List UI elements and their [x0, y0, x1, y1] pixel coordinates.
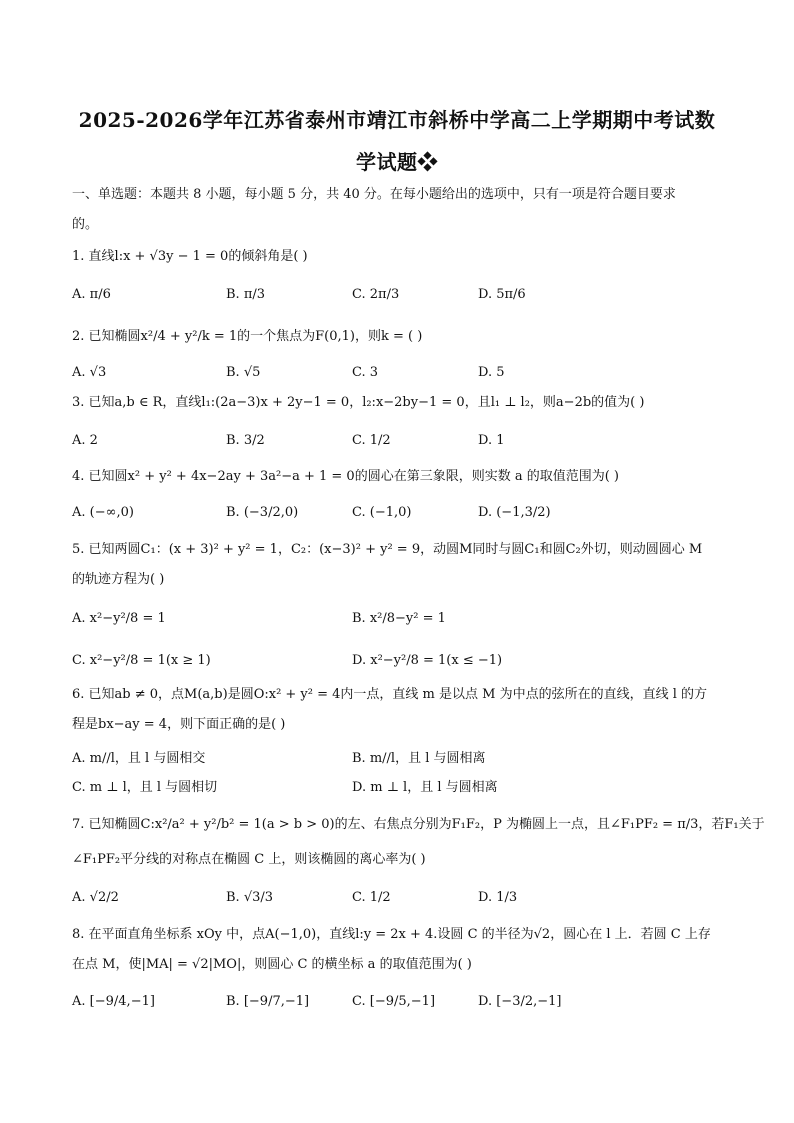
option-text: π/6	[89, 287, 111, 302]
question-3-option-c	[352, 432, 391, 450]
option-letter: D.	[352, 780, 367, 795]
question-4-stem: 4. 已知圆x² + y² + 4x−2ay + 3a²−a + 1 = 0的圆心在第三象限，则实数 a 的取值范围为( )	[72, 469, 619, 484]
section-instructions-line-2: 的。	[72, 217, 99, 232]
question-7-option-b	[226, 889, 273, 907]
exam-title-line-2: 学试题❖	[356, 150, 438, 174]
option-text: m ⊥ l，且 l 与圆相切	[89, 780, 218, 795]
option-letter: B.	[226, 365, 240, 380]
option-text: (−1,3/2)	[496, 505, 551, 520]
question-8-stem-line-2: 在点 M，使|MA| = √2|MO|，则圆心 C 的横坐标 a 的取值范围为( )	[72, 957, 472, 972]
question-7-stem-line-1: 7. 已知椭圆C:x²/a² + y²/b² = 1(a > b > 0)的左、右焦点分别为F₁F₂，P 为椭圆上一点，且∠F₁PF₂ = π/3，若F₁关于	[72, 817, 765, 832]
option-letter: B.	[226, 994, 240, 1009]
option-text: 3/2	[243, 433, 265, 448]
option-letter: A.	[72, 365, 86, 380]
option-letter: A.	[72, 433, 86, 448]
option-letter: C.	[352, 365, 366, 380]
option-text: 1	[496, 433, 505, 448]
question-2-stem: 2. 已知椭圆x²/4 + y²/k = 1的一个焦点为F(0,1)，则k = ( )	[72, 329, 423, 344]
option-letter: C.	[72, 780, 86, 795]
question-7-stem-line-2: ∠F₁PF₂平分线的对称点在椭圆 C 上，则该椭圆的离心率为( )	[72, 852, 426, 867]
question-3-option-d	[478, 432, 505, 450]
option-letter: D.	[478, 890, 493, 905]
option-letter: B.	[226, 505, 240, 520]
option-text: √3/3	[243, 890, 274, 905]
option-text: √2/2	[89, 890, 119, 905]
option-text: 5π/6	[496, 287, 526, 302]
question-1-stem: 1. 直线l:x + √3y − 1 = 0的倾斜角是( )	[72, 249, 308, 264]
option-text: x²−y²/8 = 1(x ≥ 1)	[89, 653, 211, 668]
option-text: m//l，且 l 与圆相交	[89, 751, 206, 766]
question-5-option-c	[72, 652, 211, 670]
option-letter: B.	[226, 433, 240, 448]
question-3-option-b	[226, 432, 265, 450]
option-text: (−3/2,0)	[243, 505, 299, 520]
option-text: 5	[496, 365, 505, 380]
question-8-stem-line-1: 8. 在平面直角坐标系 xOy 中，点A(−1,0)，直线l:y = 2x + 4.设圆 C 的半径为√2，圆心在 l 上．若圆 C 上存	[72, 927, 711, 942]
option-text: (−∞,0)	[89, 505, 134, 520]
question-5-option-b	[352, 610, 446, 628]
question-4-option-a	[72, 504, 134, 522]
option-letter: D.	[478, 365, 493, 380]
question-2-option-c	[352, 364, 378, 382]
question-2-option-b	[226, 364, 260, 382]
option-letter: B.	[352, 611, 366, 626]
option-text: [−9/5,−1]	[369, 994, 436, 1009]
question-4-option-b	[226, 504, 298, 522]
question-8-option-b	[226, 993, 309, 1011]
question-6-option-d	[352, 779, 498, 797]
option-letter: C.	[72, 653, 86, 668]
option-letter: B.	[226, 890, 240, 905]
option-text: x²−y²/8 = 1(x ≤ −1)	[370, 653, 503, 668]
option-text: [−9/4,−1]	[89, 994, 155, 1009]
question-1-option-a	[72, 286, 111, 304]
question-2-option-d	[478, 364, 505, 382]
option-letter: D.	[478, 287, 493, 302]
question-6-option-b	[352, 750, 486, 768]
option-text: m//l，且 l 与圆相离	[369, 751, 486, 766]
option-letter: C.	[352, 433, 366, 448]
question-5-stem-line-2: 的轨迹方程为( )	[72, 572, 165, 587]
question-7-option-d	[478, 889, 517, 907]
question-1-option-d	[478, 286, 526, 304]
question-8-option-c	[352, 993, 435, 1011]
option-text: 1/3	[496, 890, 518, 905]
question-1-option-b	[226, 286, 265, 304]
option-letter: D.	[478, 994, 493, 1009]
question-4-option-c	[352, 504, 411, 522]
option-text: 2	[89, 433, 98, 448]
option-text: 1/2	[369, 890, 391, 905]
question-6-stem-line-2: 程是bx−ay = 4，则下面正确的是( )	[72, 717, 286, 732]
question-5-stem-line-1: 5. 已知两圆C₁：(x + 3)² + y² = 1，C₂：(x−3)² + y² = 9，动圆M同时与圆C₁和圆C₂外切，则动圆圆心 M	[72, 542, 703, 557]
question-6-option-c	[72, 779, 217, 797]
option-text: [−9/7,−1]	[243, 994, 310, 1009]
option-letter: C.	[352, 505, 366, 520]
option-letter: C.	[352, 890, 366, 905]
option-letter: A.	[72, 994, 86, 1009]
section-instructions-line-1: 一、单选题：本题共 8 小题，每小题 5 分，共 40 分。在每小题给出的选项中，只有一项是符合题目要求	[72, 187, 676, 202]
exam-title-line-1: 2025-2026学年江苏省泰州市靖江市斜桥中学高二上学期期中考试数	[78, 108, 716, 132]
question-8-option-a	[72, 993, 155, 1011]
option-letter: A.	[72, 611, 86, 626]
option-text: 2π/3	[369, 287, 400, 302]
option-letter: C.	[352, 994, 366, 1009]
option-text: √3	[89, 365, 107, 380]
question-5-option-a	[72, 610, 166, 628]
option-text: √5	[243, 365, 261, 380]
option-text: 3	[369, 365, 379, 380]
question-6-stem-line-1: 6. 已知ab ≠ 0，点M(a,b)是圆O:x² + y² = 4内一点，直线 m 是以点 M 为中点的弦所在的直线，直线 l 的方	[72, 687, 708, 702]
option-text: x²−y²/8 = 1	[89, 611, 166, 626]
option-text: (−1,0)	[369, 505, 412, 520]
question-6-option-a	[72, 750, 205, 768]
option-letter: A.	[72, 751, 86, 766]
question-7-option-a	[72, 889, 119, 907]
question-3-stem: 3. 已知a,b ∈ R，直线l₁:(2a−3)x + 2y−1 = 0，l₂:x−2by−1 = 0，且l₁ ⊥ l₂，则a−2b的值为( )	[72, 395, 645, 410]
question-7-option-c	[352, 889, 391, 907]
option-letter: B.	[352, 751, 366, 766]
option-letter: A.	[72, 890, 86, 905]
option-letter: D.	[478, 505, 493, 520]
option-text: x²/8−y² = 1	[369, 611, 446, 626]
question-4-option-d	[478, 504, 551, 522]
option-text: 1/2	[369, 433, 391, 448]
option-letter: B.	[226, 287, 240, 302]
option-text: [−3/2,−1]	[496, 994, 562, 1009]
option-letter: C.	[352, 287, 366, 302]
option-text: m ⊥ l，且 l 与圆相离	[370, 780, 498, 795]
question-1-option-c	[352, 286, 399, 304]
question-3-option-a	[72, 432, 98, 450]
option-letter: D.	[478, 433, 493, 448]
option-letter: A.	[72, 505, 86, 520]
question-2-option-a	[72, 364, 106, 382]
option-letter: A.	[72, 287, 86, 302]
option-letter: D.	[352, 653, 367, 668]
option-text: π/3	[243, 287, 266, 302]
question-5-option-d	[352, 652, 502, 670]
question-8-option-d	[478, 993, 562, 1011]
